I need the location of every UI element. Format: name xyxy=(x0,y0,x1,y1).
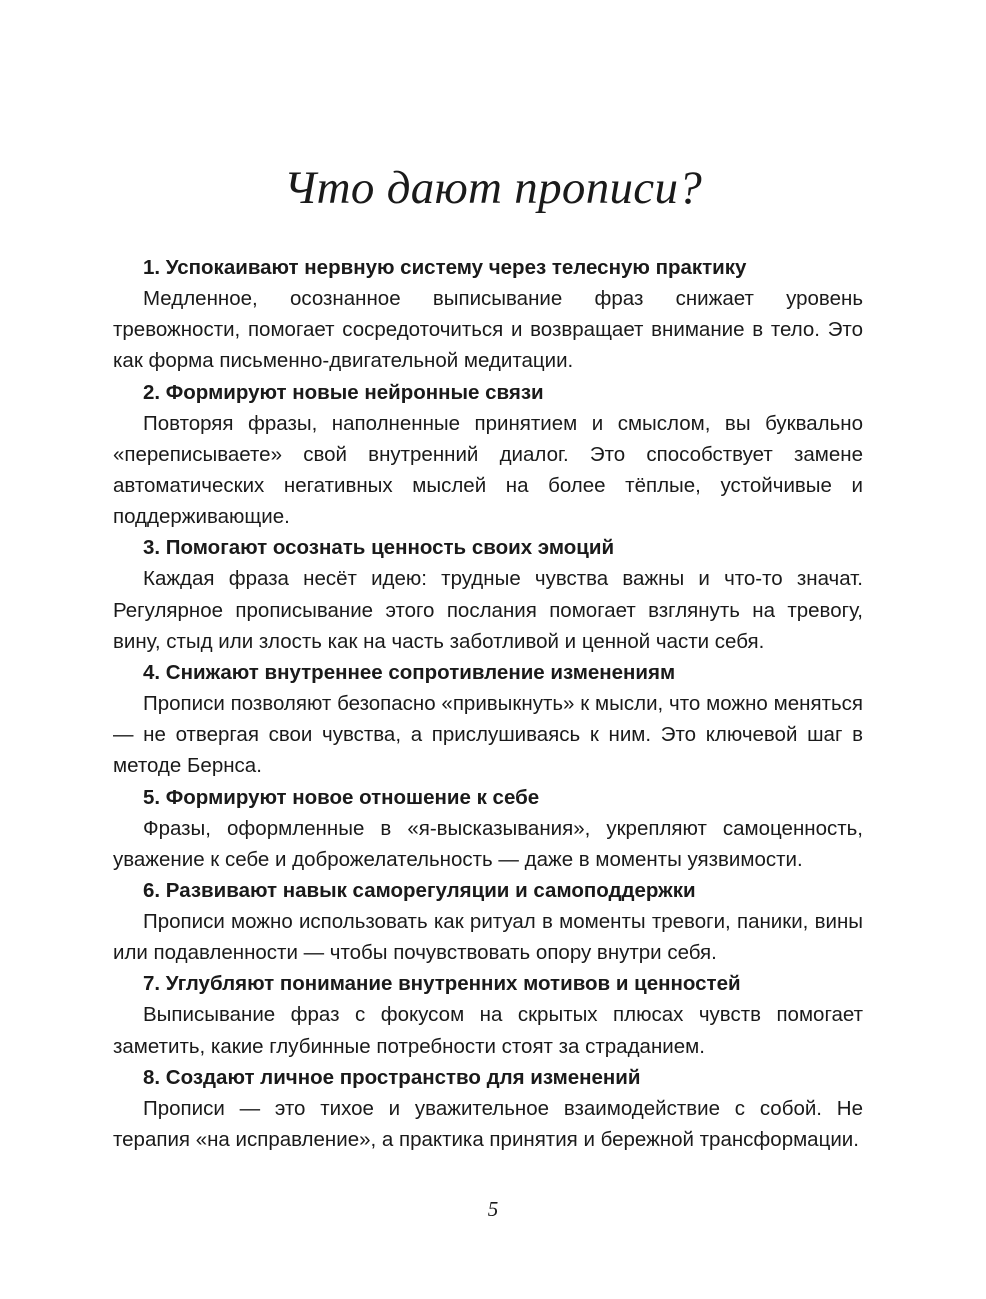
item-heading: 6. Развивают навык саморегуляции и самоподдержки xyxy=(143,879,696,903)
page-title: Что дают прописи? xyxy=(283,162,703,214)
page-number: 5 xyxy=(487,1197,499,1221)
list-item xyxy=(113,532,863,657)
content-list xyxy=(113,252,863,1155)
item-body: Прописи можно использовать как ритуал в моменты тревоги, паники, вины или подавленности — чтобы почувствовать опору внутри себя. xyxy=(113,910,863,965)
item-heading: 3. Помогают осознать ценность своих эмоций xyxy=(143,536,615,560)
item-body: Каждая фраза несёт идею: трудные чувства важны и что-то значат. Регулярное прописывание этого послания помогает взглянуть на тревогу, вину, стыд или злость как на часть заботливой и ценной части себя. xyxy=(113,567,863,653)
item-body: Прописи позволяют безопасно «привыкнуть» к мысли, что можно меняться — не отвергая свои чувства, а прислушиваясь к ним. Это ключевой шаг в методе Бернса. xyxy=(113,692,863,778)
list-item xyxy=(113,968,863,1061)
item-heading: 4. Снижают внутреннее сопротивление изменениям xyxy=(143,661,676,685)
list-item xyxy=(113,377,863,533)
list-item xyxy=(113,875,863,968)
item-body: Фразы, оформленные в «я-высказывания», укрепляют самоценность, уважение к себе и доброжелательность — даже в моменты уязвимости. xyxy=(113,816,863,871)
item-body: Выписывание фраз с фокусом на скрытых плюсах чувств помогает заметить, какие глубинные потребности стоят за страданием. xyxy=(113,1003,863,1058)
item-body: Повторяя фразы, наполненные принятием и смыслом, вы буквально «переписываете» свой внутренний диалог. Это способствует замене автоматических негативных мыслей на более тёплые, устойчивые и поддерживающие. xyxy=(113,411,863,529)
list-item xyxy=(113,782,863,875)
list-item xyxy=(113,252,863,377)
item-body: Прописи — это тихое и уважительное взаимодействие с собой. Не терапия «на исправление», а практика принятия и бережной трансформации. xyxy=(113,1096,863,1152)
item-heading: 5. Формируют новое отношение к себе xyxy=(143,785,540,809)
list-item xyxy=(113,657,863,782)
item-heading: 7. Углубляют понимание внутренних мотивов и ценностей xyxy=(143,972,741,996)
item-heading: 2. Формируют новые нейронные связи xyxy=(143,380,544,404)
item-body: Медленное, осознанное выписывание фраз снижает уровень тревожности, помогает сосредоточиться и возвращает внимание в тело. Это как форма письменно-двигательной медитации. xyxy=(113,287,863,373)
item-heading: 8. Создают личное пространство для изменений xyxy=(143,1065,641,1089)
item-heading: 1. Успокаивают нервную систему через телесную практику xyxy=(143,256,747,279)
list-item xyxy=(113,1062,863,1155)
